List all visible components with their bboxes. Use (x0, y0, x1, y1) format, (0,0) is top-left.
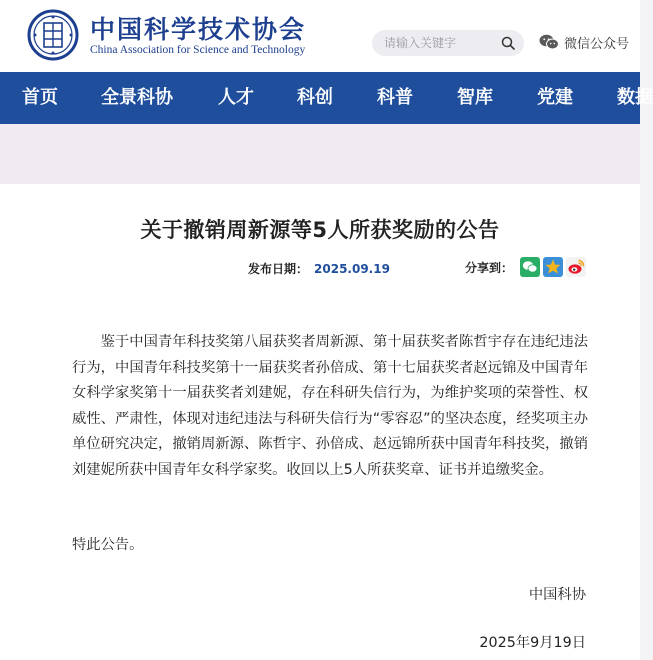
page-banner (0, 124, 640, 184)
article-closing: 特此公告。 (72, 537, 144, 553)
search-input[interactable] (384, 33, 488, 53)
search-box (372, 30, 524, 56)
logo-english-name[interactable]: China Association for Science and Technology (90, 44, 306, 56)
publish-date: 2025.09.19 (314, 262, 390, 276)
wechat-label: 微信公众号 (564, 36, 630, 52)
nav-item-think-tank[interactable]: 智库 (457, 87, 493, 108)
share-wechat-icon[interactable] (520, 257, 540, 277)
nav-item-data[interactable]: 数据 (617, 87, 653, 108)
cast-logo-icon[interactable] (27, 9, 79, 61)
article-body-paragraph: 鉴于中国青年科技奖第八届获奖者周新源、第十届获奖者陈哲宇存在违纪违法行为，中国青年科技奖第十一届获奖者孙倍成、第十七届获奖者赵远锦及中国青年女科学家奖第十一届获奖者刘建妮，存在科研失信行为，为维护奖项的荣誉性、权威性、严肃性，体现对违纪违法与科研失信行为“零容忍”的坚决态度，经奖项主办单位研究决定，撤销周新源、陈哲宇、孙倍成、赵远锦所获中国青年科技奖，撤销刘建妮所获中国青年女科学家奖。收回以上5人所获奖章、证书并追缴奖金。 (72, 334, 588, 478)
share-qzone-icon[interactable] (543, 257, 563, 277)
search-icon[interactable] (501, 36, 515, 50)
nav-item-popular-science[interactable]: 科普 (377, 87, 413, 108)
nav-item-home[interactable]: 首页 (22, 87, 58, 108)
nav-item-panorama[interactable]: 全景科协 (101, 87, 173, 108)
article-content (0, 184, 640, 660)
publish-meta (248, 260, 390, 277)
article-sign-date: 2025年9月19日 (479, 635, 586, 651)
article-signature: 中国科协 (528, 587, 586, 603)
nav-item-party-building[interactable]: 党建 (537, 87, 573, 108)
share-weibo-icon[interactable] (566, 257, 586, 277)
logo-chinese-name[interactable]: 中国科学技术协会 (90, 15, 307, 44)
site-header (0, 0, 640, 72)
wechat-official-account-link[interactable] (539, 31, 629, 53)
share-label: 分享到： (465, 260, 514, 275)
main-navigation (0, 72, 653, 124)
share-bar (465, 257, 586, 277)
nav-item-talent[interactable]: 人才 (218, 87, 254, 108)
publish-date-label: 发布日期： (248, 262, 309, 276)
article-title: 关于撤销周新源等5人所获奖励的公告 (140, 218, 500, 242)
nav-item-innovation[interactable]: 科创 (297, 87, 333, 108)
wechat-icon (539, 34, 559, 50)
